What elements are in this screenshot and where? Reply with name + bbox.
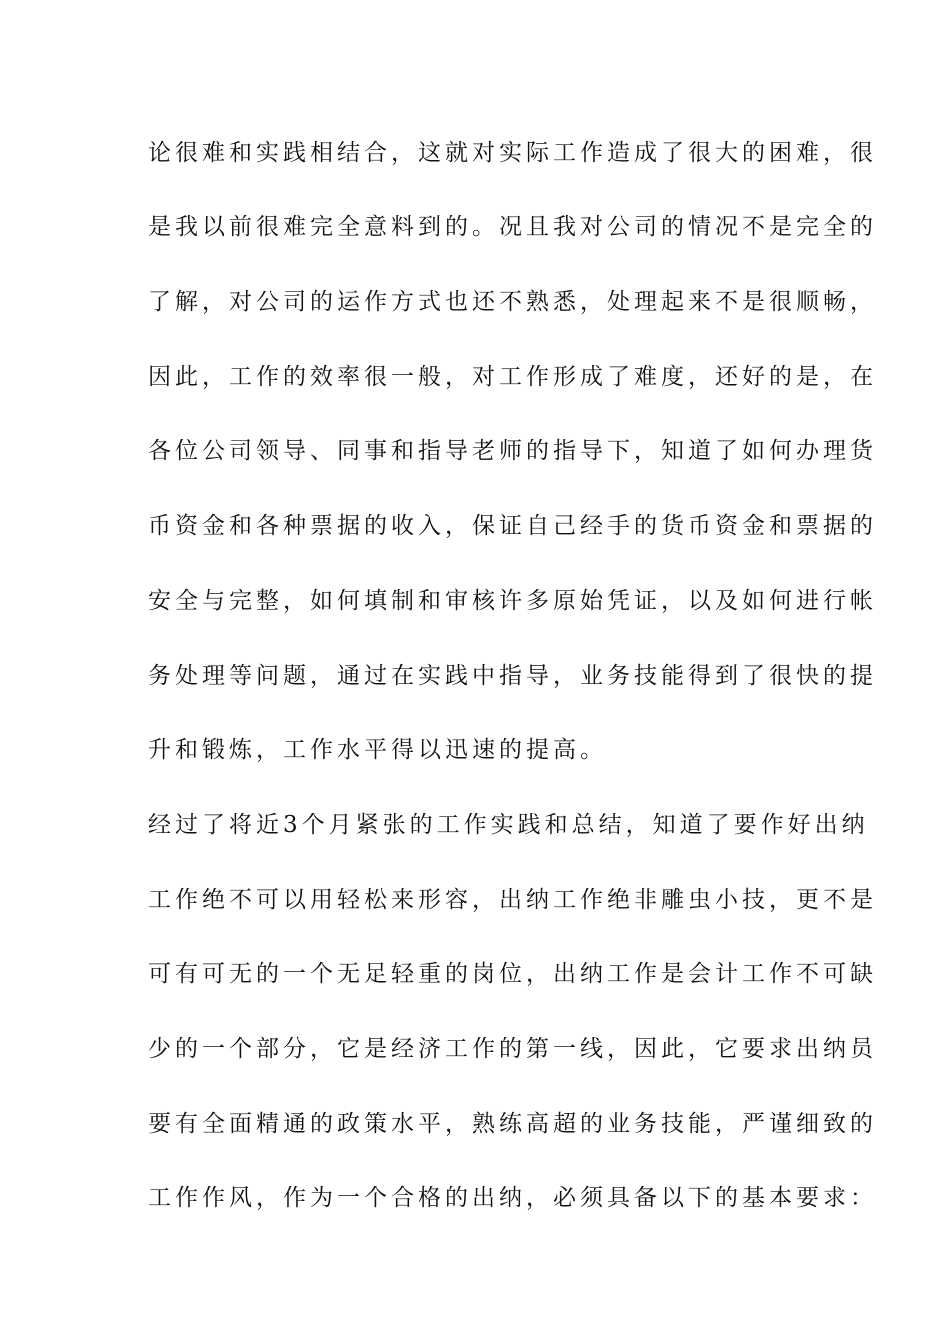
text-line: 安全与完整，如何填制和审核许多原始凭证，以及如何进行帐 xyxy=(148,588,877,614)
text-line: 少的一个部分，它是经济工作的第一线，因此，它要求出纳员 xyxy=(148,1036,877,1062)
text-line: 务处理等问题，通过在实践中指导，业务技能得到了很快的提 xyxy=(148,663,877,689)
text-line: 工作绝不可以用轻松来形容，出纳工作绝非雕虫小技，更不是 xyxy=(148,887,877,913)
text-line: 可有可无的一个无足轻重的岗位，出纳工作是会计工作不可缺 xyxy=(148,961,877,987)
text-line: 工作作风，作为一个合格的出纳，必须具备以下的基本要求： xyxy=(148,1185,877,1211)
text-line: 是我以前很难完全意料到的。况且我对公司的情况不是完全的 xyxy=(148,214,877,240)
text-line: 经过了将近3个月紧张的工作实践和总结，知道了要作好出纳 xyxy=(148,812,869,838)
text-line: 升和锻炼，工作水平得以迅速的提高。 xyxy=(148,737,607,763)
text-line: 要有全面精通的政策水平，熟练高超的业务技能，严谨细致的 xyxy=(148,1111,877,1137)
text-line: 各位公司领导、同事和指导老师的指导下，知道了如何办理货 xyxy=(148,438,877,464)
text-line: 论很难和实践相结合，这就对实际工作造成了很大的困难，很 xyxy=(148,140,877,166)
text-line: 币资金和各种票据的收入，保证自己经手的货币资金和票据的 xyxy=(148,513,877,539)
text-line: 因此，工作的效率很一般，对工作形成了难度，还好的是，在 xyxy=(148,364,877,390)
text-line: 了解，对公司的运作方式也还不熟悉，处理起来不是很顺畅， xyxy=(148,289,877,315)
